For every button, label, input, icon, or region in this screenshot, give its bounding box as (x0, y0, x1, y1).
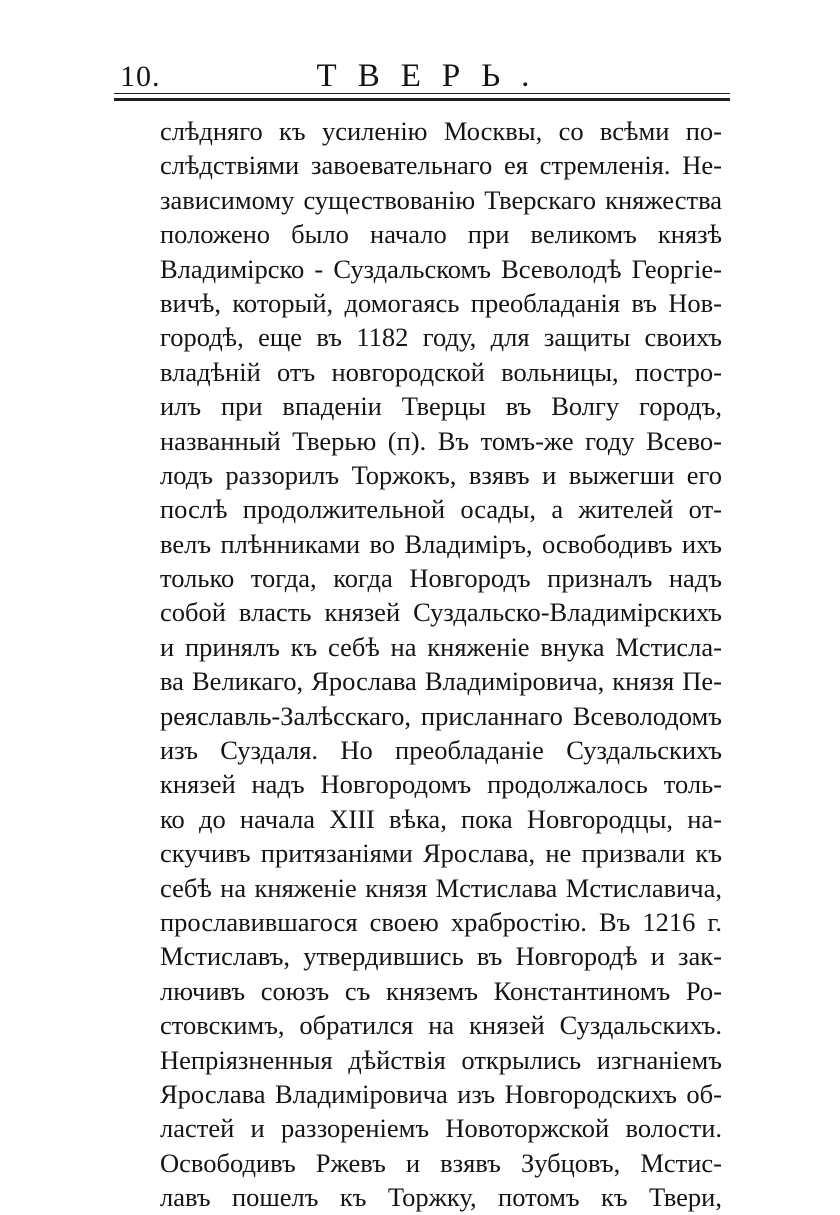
text-line: зависимому существованію Тверскаго княжества (160, 184, 722, 215)
text-line: князей надъ Новгородомъ продолжалось толь- (160, 769, 722, 800)
text-line: и принялъ къ себѣ на княженіе внука Мстисла- (160, 631, 722, 662)
text-line: Непріязненныя дѣйствія открылись изгнаніемъ (160, 1044, 722, 1075)
text-line: стовскимъ, обратился на князей Суздальскихъ. (160, 1010, 722, 1041)
text-line: положено было начало при великомъ князѣ (160, 219, 722, 250)
text-line: лючивъ союзъ съ княземъ Константиномъ Ро- (160, 975, 722, 1006)
text-line: Мстиславъ, утвердившись въ Новгородѣ и зак- (160, 941, 722, 972)
text-line: ластей и раззореніемъ Новоторжской волости. (160, 1113, 722, 1144)
header-rule-thin (114, 93, 730, 94)
text-line: Ярослава Владиміровича изъ Новгородскихъ об- (160, 1078, 722, 1109)
text-line: слѣдствіями завоевательнаго ея стремленія. Не- (160, 150, 722, 181)
page-number: 10. (120, 60, 161, 93)
text-line: только тогда, когда Новгородъ призналъ надъ (160, 563, 722, 594)
text-line: лавъ пошелъ къ Торжку, потомъ къ Твери, (160, 1182, 722, 1213)
text-line: себѣ на княженіе князя Мстислава Мстиславича, (160, 872, 722, 903)
text-line: велъ плѣнниками во Владиміръ, освободивъ ихъ (160, 528, 722, 559)
text-line: названный Тверью (п). Въ томъ-же году Всево- (160, 425, 722, 456)
page-header (118, 56, 728, 96)
text-line: слѣдняго къ усиленію Москвы, со всѣми по- (160, 116, 722, 146)
text-line: вичѣ, который, домогаясь преобладанія въ Нов- (160, 287, 722, 318)
text-line: реяславль-Залѣсскаго, присланнаго Всеволодомъ (160, 700, 722, 731)
text-line: скучивъ притязаніями Ярослава, не призвали къ (160, 838, 722, 869)
running-title: ТВЕРЬ. (316, 58, 551, 94)
text-line: Освободивъ Ржевъ и взявъ Зубцовъ, Мстис- (160, 1147, 722, 1178)
text-line: Владимірско - Суздальскомъ Всеволодѣ Георгіе- (160, 253, 722, 284)
text-line: собой власть князей Суздальско-Владимірскихъ (160, 597, 722, 628)
text-line: послѣ продолжительной осады, а жителей от- (160, 494, 722, 525)
text-line: илъ при впаденіи Тверцы въ Волгу городъ, (160, 391, 722, 422)
text-line: прославившагося своею храбростію. Въ 1216 г. (160, 906, 722, 937)
text-line: владѣній отъ новгородской вольницы, постро- (160, 356, 722, 387)
body-text (160, 114, 722, 1215)
text-line: изъ Суздаля. Но преобладаніе Суздальскихъ (160, 735, 722, 766)
header-rule-thick (114, 98, 730, 101)
text-line: лодъ раззорилъ Торжокъ, взявъ и выжегши его (160, 459, 722, 490)
text-line: ко до начала XIII вѣка, пока Новгородцы, на- (160, 803, 722, 834)
text-line: ва Великаго, Ярослава Владиміровича, князя Пе- (160, 666, 722, 697)
text-line: городѣ, еще въ 1182 году, для защиты своихъ (160, 322, 722, 353)
